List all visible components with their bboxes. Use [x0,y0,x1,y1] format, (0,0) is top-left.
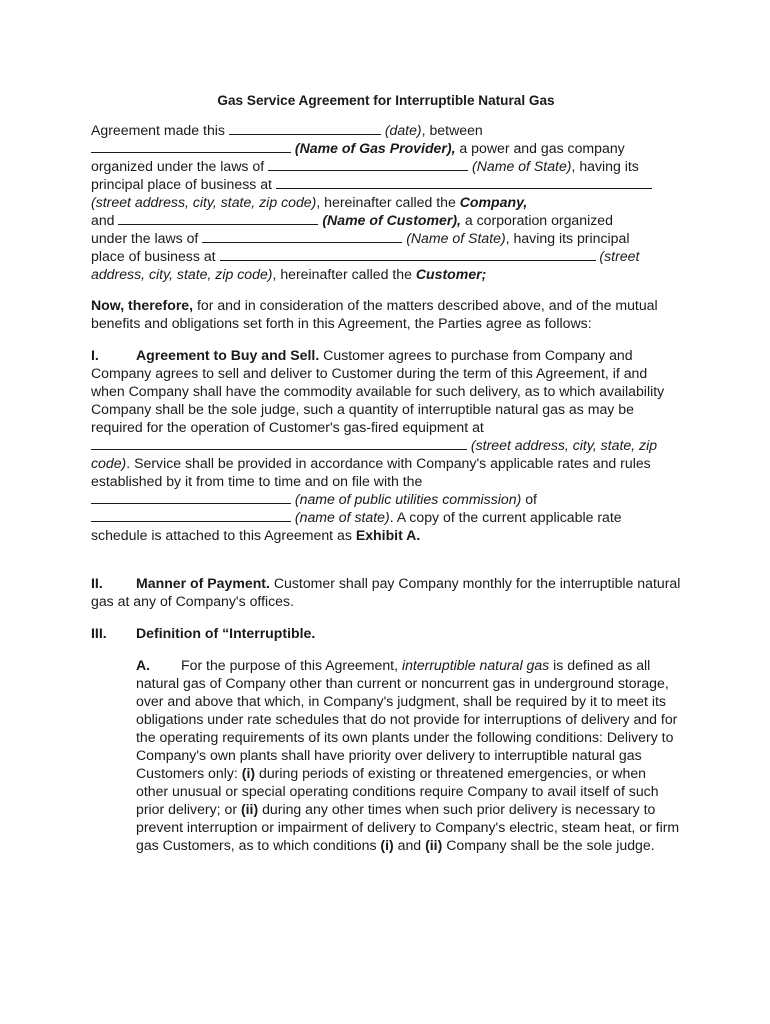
intro-text: , hereinafter called the [272,266,416,282]
section-text: during periods of existing or threatened emergencies, or when other unusual or special operating conditions require Company to avail itself of such prior delivery; or [136,765,659,817]
section-2 [91,574,681,610]
section-text: . Service shall be provided in accordance with Company's applicable rates and rules established by it from time to time and on file with the [91,455,651,489]
condition-marker: (i) [241,765,256,781]
commission-state-blank[interactable] [91,509,291,522]
intro-text: , having its principal [505,230,630,246]
address-label: (street [599,248,640,264]
section-heading: Agreement to Buy and Sell. [136,347,320,363]
section-text: of [521,491,537,507]
intro-text: organized under the laws of [91,158,265,174]
section-text: Customer shall pay Company monthly for the interruptible natural gas at any of Company's offices. [91,575,681,609]
intro-text: and [91,212,115,228]
equipment-address-blank[interactable] [91,437,467,450]
commission-blank[interactable] [91,491,291,504]
state-label: (Name of State) [406,230,506,246]
condition-marker: (ii) [425,837,443,853]
section-text: is defined as all natural gas of Company other than current or noncurrent gas in underground storage, over and above that which, in Company's judgment, shall be required by it to meet its obligations under rate schedules that do not provide for interruptions of delivery and for the operating requirements of its own plants under the following conditions: Delivery to Company's own plants shall have priority over delivery to interruptible natural gas Customers only: [136,657,678,781]
intro-text: a power and gas company [455,140,625,156]
gas-provider-blank[interactable] [91,140,291,153]
customer-name-blank[interactable] [118,212,318,225]
section-3 [91,624,681,642]
intro-text: place of business at [91,248,216,264]
intro-text: principal place of business at [91,176,272,192]
customer-address-blank[interactable] [220,248,596,261]
section-heading: Definition of “Interruptible. [136,625,316,641]
address-label: (street address, city, state, zip code) [91,194,317,210]
section-1 [91,346,681,544]
recital-lead: Now, therefore, [91,297,194,313]
exhibit-reference: Exhibit A. [355,527,421,543]
condition-marker: (i) [380,837,394,853]
section-number: II. [91,575,103,591]
section-number: III. [91,625,107,641]
section-3-a [136,656,681,854]
provider-address-blank[interactable] [276,176,652,189]
condition-marker: (ii) [240,801,259,817]
subsection-number: A. [136,657,151,673]
commission-label: (name of public utilities commission) [294,491,522,507]
state-label: (name of state) [294,509,390,525]
provider-state-blank[interactable] [268,158,468,171]
section-text: and [393,837,426,853]
document-page [91,92,681,854]
intro-text: , having its [571,158,639,174]
gas-provider-label: (Name of Gas Provider), [294,140,456,156]
customer-term: Customer; [415,266,487,282]
intro-text: a corporation organized [460,212,613,228]
customer-label: (Name of Customer), [322,212,461,228]
intro-text: , hereinafter called the [316,194,460,210]
defined-term: interruptible natural gas [401,657,550,673]
recital-paragraph [91,296,681,332]
section-heading: Manner of Payment. [136,575,270,591]
section-text: Company shall be the sole judge. [442,837,655,853]
state-label: (Name of State) [472,158,572,174]
section-text: Customer agrees to purchase from Company and Company agrees to sell and deliver to Customer during the term of this Agreement, if and when Company shall have the commodity available for such delivery, as to which availability Company shall be the sole judge, such a quantity of interruptible natural gas as may be required for the operation of Customer's gas-fired equipment at [91,347,665,435]
customer-state-blank[interactable] [202,230,402,243]
intro-text: Agreement made this [91,122,225,138]
date-label: (date) [384,122,422,138]
address-label: address, city, state, zip code) [91,266,273,282]
intro-text: under the laws of [91,230,199,246]
recital-text: for and in consideration of the matters described above, and of the mutual benefits and obligations set forth in this Agreement, the Parties agree as follows: [91,297,658,331]
date-blank[interactable] [229,122,381,135]
company-term: Company, [459,194,528,210]
section-number: I. [91,347,99,363]
section-text: during any other times when such prior delivery is necessary to prevent interruption or impairment of delivery to Company's electric, steam heat, or firm gas Customers, as to which conditions [136,801,680,853]
section-text: . A copy of the current applicable rate schedule is attached to this Agreement as [91,509,622,543]
intro-paragraph [91,121,681,283]
document-title: Gas Service Agreement for Interruptible Natural Gas [217,93,555,108]
intro-text: , between [421,122,483,138]
section-text: For the purpose of this Agreement, [181,657,402,673]
address-label: (street address, city, state, zip code) [91,437,658,471]
